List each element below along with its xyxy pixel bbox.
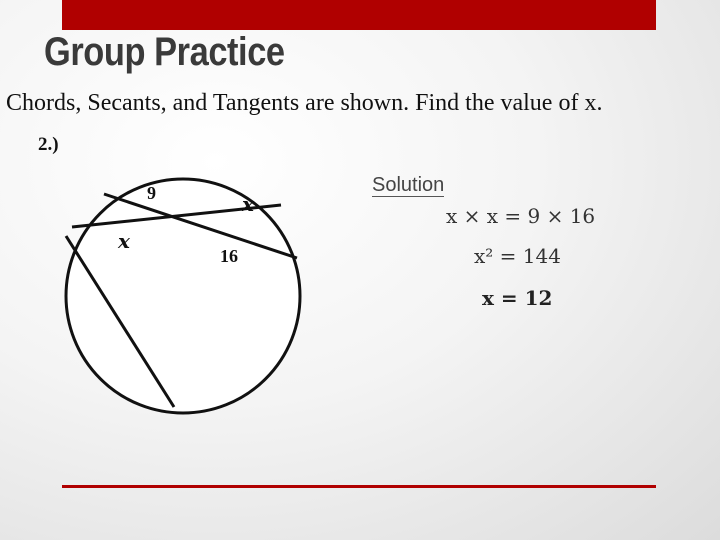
label-segment-9: 9 — [147, 183, 156, 203]
label-segment-16: 16 — [220, 246, 238, 266]
label-segment-x-upper: x — [242, 192, 254, 216]
solution-step-2: x² = 144 — [474, 244, 561, 268]
solution-step-1: x × x = 9 × 16 — [446, 204, 596, 228]
label-segment-x-left: x — [118, 229, 130, 253]
solution-answer: x = 12 — [482, 286, 553, 310]
bottom-accent-rule — [62, 485, 656, 488]
problem-number: 2.) — [38, 134, 59, 155]
solution-label: Solution — [372, 174, 445, 196]
instructions-text: Chords, Secants, and Tangents are shown. Find the value of x. — [6, 90, 603, 116]
slide-title: Group Practice — [44, 30, 285, 74]
